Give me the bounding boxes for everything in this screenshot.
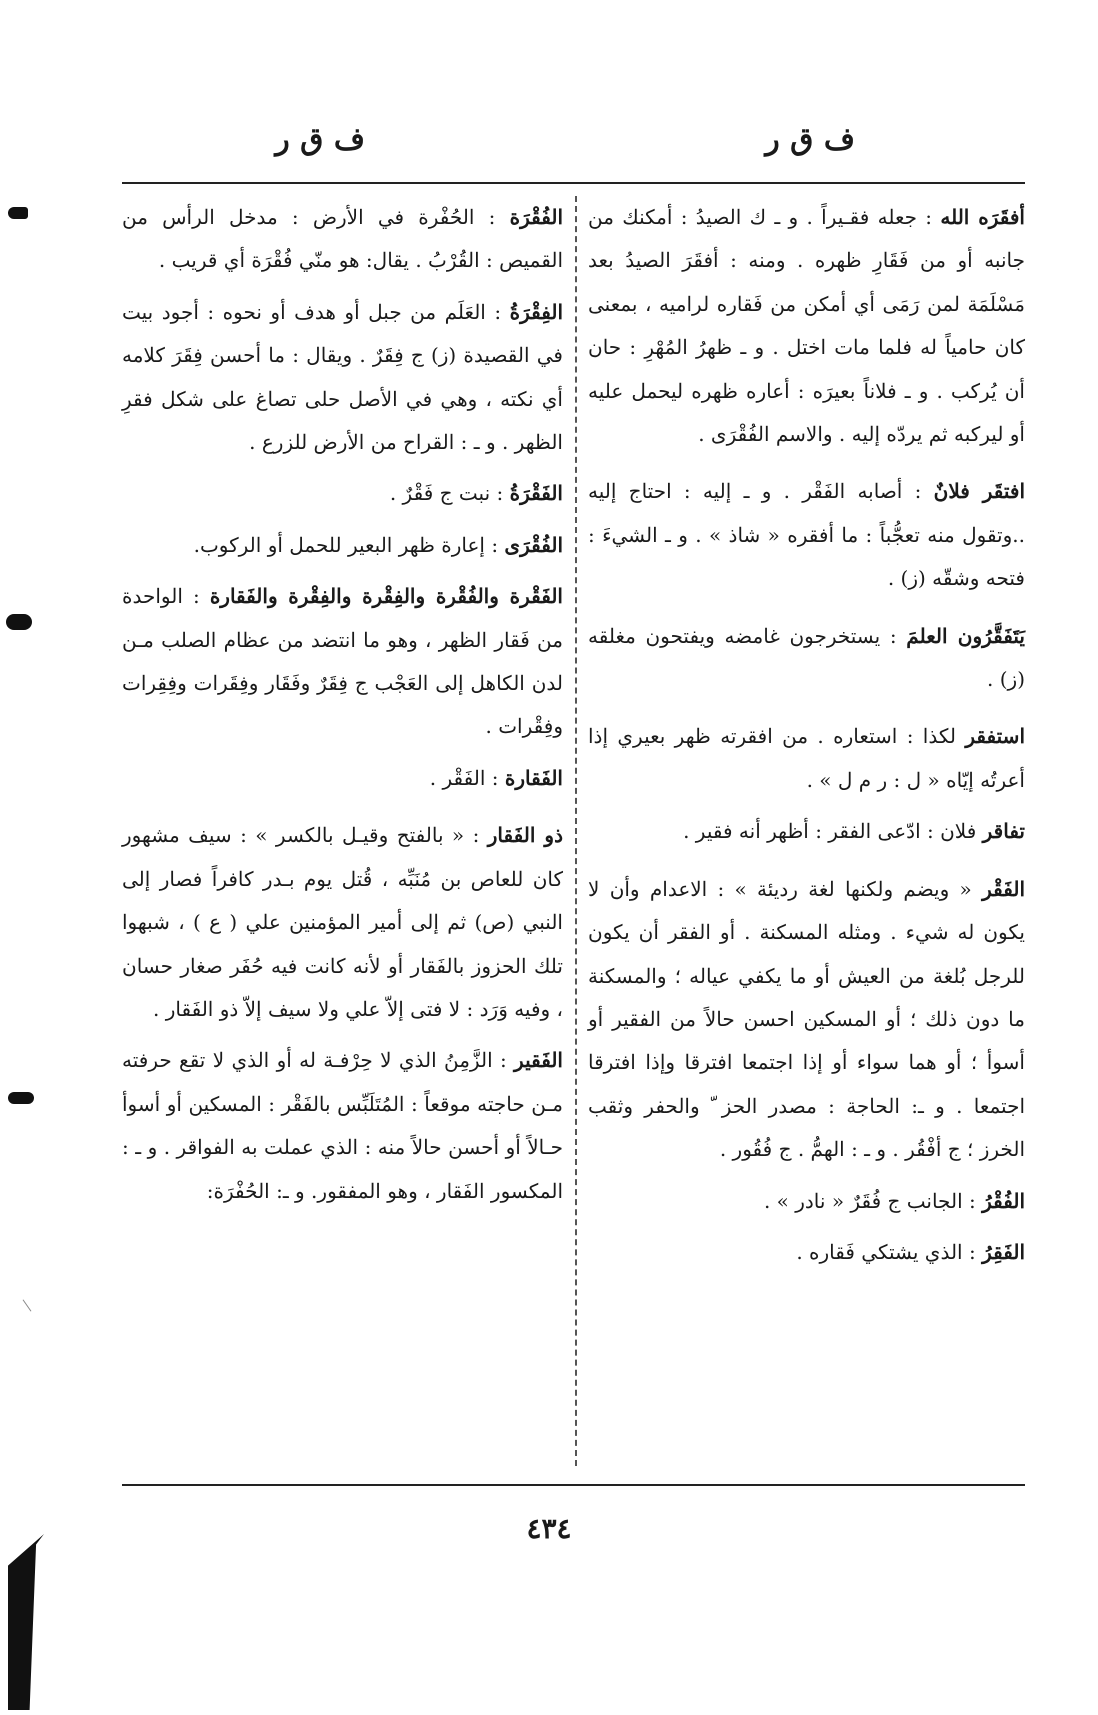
entry-headword: الفَقْرة والفُقْرة والفِقْرة والفِقْرة والفَقارة <box>209 584 563 609</box>
entry <box>122 575 563 749</box>
entry-headword: الفَقير <box>514 1048 563 1073</box>
entry-headword: الفِقْرَةُ <box>509 299 564 324</box>
entry-text: : أصابه الفَقْر . و ـ إليه : احتاج إليه ..وتقول منه تعجُّباً : ما أفقره « شاذ » . و ـ الشيءَ : فتحه وشقّه (ز) . <box>588 479 1025 591</box>
binding-hole-mark <box>6 614 32 630</box>
entry-headword: استفقر <box>965 724 1025 749</box>
footer-rule <box>122 1484 1025 1486</box>
entry <box>122 472 563 515</box>
running-header-left: ف ق ر <box>275 122 365 157</box>
entry <box>122 757 563 800</box>
entry <box>588 715 1025 802</box>
entry-headword: الفَقْر <box>982 876 1026 901</box>
entry <box>588 1231 1025 1274</box>
entry <box>588 196 1025 456</box>
entry-text: لكذا : استعاره . من افقرته ظهر بعيري إذا أعرتُه إيّاه « ل : ر م ل » . <box>588 724 1025 792</box>
running-header-right: ف ق ر <box>765 122 855 157</box>
entry <box>122 196 563 283</box>
entry-text: : الزَّمِنُ الذي لا حِرْفـة له أو الذي لا تقع حرفته مـن حاجته موقعاً : المُتَلَبِّس بالفَقْر : المسكين أو أسوأ حـالاً أو أحسن حالاً منه : الذي عملت به الفواقر . و ـ : المكسور الفَقار ، وهو المفقور. و ـ: الحُفْرَة: <box>122 1048 563 1203</box>
entry-text: « ويضم ولكنها لغة رديئة » : الاعدام وأن لا يكون له شيء . ومثله المسكنة . أو الفقر أن يكون للرجل بُلغة من العيش أو ما يكفي عياله ؛ والمسكنة ما دون ذلك ؛ أو المسكين احسن حالاً من الفقير أو أسوأ ؛ أو هما سواء أو إذا اجتمعا افترقا وإذا افترقا اجتمعا . و ـ: الحاجة : مصدر الحز ّ والحفر وثقب الخرز ؛ ج أفْقُر . و ـ : الهمُّ . ج فُقُور . <box>588 876 1025 1162</box>
header-rule <box>122 182 1025 184</box>
binding-hole-mark <box>8 1092 34 1104</box>
entry-text: : جعله فقـيراً . و ـ ك الصيدُ : أمكنك من جانبه أو من فَقَارِ ظهره . ومنه : أفقَرَ الصيدُ بعد مَسْلَمَة لمن رَمَى أي أمكن من فَقاره لراميه ، بمعنى كان حامياً له فلما مات اختل . و ـ ظهرُ المُهْرِ : حان أن يُركب . و ـ فلاناً بعيرَه : أعاره ظهره ليحمل عليه أو ليركبه ثم يردّه إليه . والاسم الفُقْرَى . <box>588 205 1025 447</box>
entry-text: : الفَقْر . <box>429 765 499 790</box>
entry-headword: الفَقارة <box>504 765 563 790</box>
entry <box>122 291 563 465</box>
left-column <box>122 196 563 1221</box>
page-number: ٤٣٤ <box>526 1512 572 1545</box>
scan-edge-shadow <box>8 1534 44 1710</box>
column-divider <box>575 196 577 1466</box>
entry-headword: تفاقر <box>982 819 1025 844</box>
entry-text: : نبت ج فَقْرٌ . <box>389 481 504 506</box>
entry-headword: أفقَرَه الله <box>940 205 1025 229</box>
entry <box>122 814 563 1031</box>
entry-text: فلان : ادّعى الفقر : أظهر أنه فقير . <box>683 819 977 844</box>
entry <box>588 810 1025 853</box>
entry-headword: الفَقْرَةُ <box>509 481 563 506</box>
entry-headword: ذو الفَقار <box>487 823 563 848</box>
entry-text: : العَلَم من جبل أو هدف أو نحوه : أجود بيت في القصيدة (ز) ج فِقَرٌ . ويقال : ما أحسن فِقَرَ كلامه أي نكته ، وهي في الأصل حلى تصاغ على شكل فقرِ الظهر . و ـ : القراح من الأرض للزرع . <box>122 299 563 455</box>
entry-text: : يستخرجون غامضه ويفتحون مغلقه (ز) . <box>588 623 1025 692</box>
entry-text: : إعارة ظهر البعير للحمل أو الركوب. <box>193 532 499 557</box>
entry <box>122 524 563 567</box>
entry-headword: الفُقْرُ <box>982 1188 1025 1213</box>
binding-hole-mark <box>8 207 28 219</box>
entry <box>588 615 1025 702</box>
entry-text: : الواحدة من فَقار الظهر ، وهو ما انتضد من عظام الصلب مـن لدن الكاهل إلى العَجْب ج فِقَرٌ وفَقَار وفِقَرات وفِقِرات وفِقْرات . <box>122 584 563 739</box>
entry-headword: الفَقِرُ <box>982 1239 1025 1264</box>
entry-headword: الفُقْرَى <box>504 532 563 557</box>
entry-text: : الجانب ج فُقَرٌ « نادر » . <box>763 1188 976 1213</box>
entry <box>588 868 1025 1172</box>
entry-text: : الحُفْرة في الأرض : مدخل الرأس من القميص : القُرْبُ . يقال: هو منّي فُقْرَة أي قريب . <box>122 205 563 273</box>
right-column <box>588 196 1025 1282</box>
entry <box>122 1039 563 1213</box>
scan-speck <box>23 1299 32 1311</box>
entry <box>588 1180 1025 1223</box>
entry-text: : « بالفتح وقيـل بالكسر » : سيف مشهور كان للعاص بن مُنَبِّه ، قُتل يوم بـدر كافراً فصار إلى النبي (ص) ثم إلى أمير المؤمنين علي ( ع ) ، شبهوا تلك الحزوز بالفَقار أو لأنه كانت فيه حُفَر صغار حسان ، وفيه وَرَد : لا فتى إلاّ علي ولا سيف إلاّ ذو الفَقار . <box>122 823 563 1021</box>
entry-headword: الفُقْرَة <box>509 205 564 229</box>
entry-text: : الذي يشتكي فَقاره . <box>796 1239 976 1264</box>
entry-headword: افتقَر فلانٌ <box>933 479 1026 504</box>
entry-headword: يَتَفَقَّرُون العلمَ <box>906 623 1025 648</box>
entry <box>588 470 1025 600</box>
